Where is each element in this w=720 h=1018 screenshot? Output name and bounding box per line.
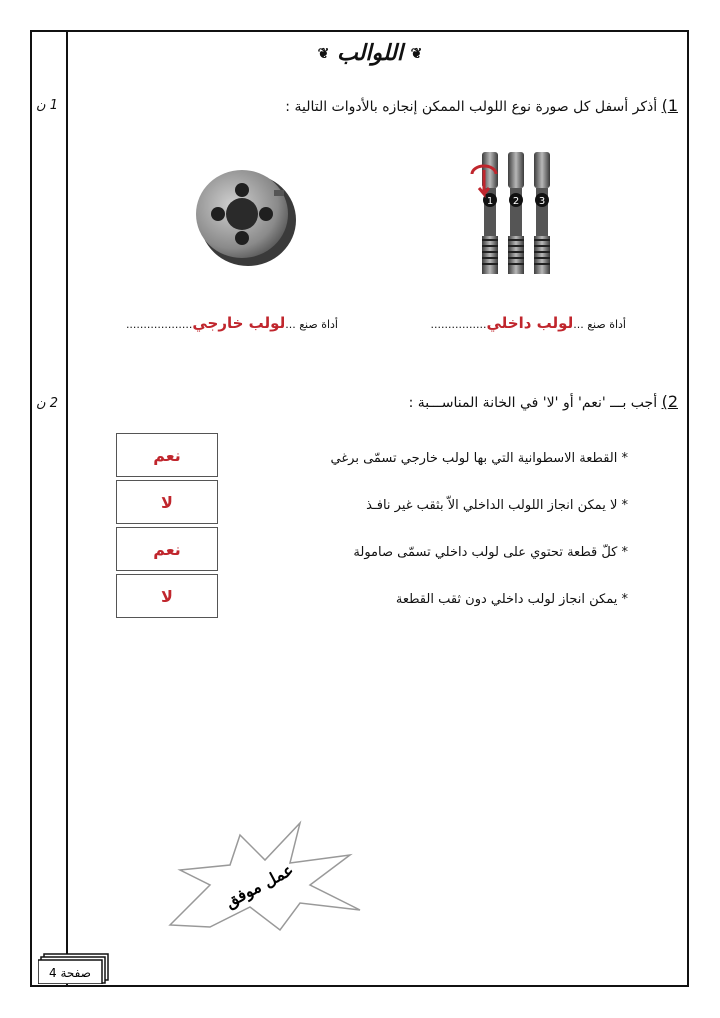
good-work-stamp — [150, 815, 370, 939]
q2-answer-box-1[interactable]: نعم — [116, 433, 218, 477]
caption-die-prefix: أداة صنع ... — [285, 318, 338, 331]
q2-text: أجب بـــ 'نعم' أو 'لا' في الخانة المناســـبة : — [408, 395, 658, 411]
q1-prompt — [285, 96, 678, 115]
q2-number: 2) — [661, 392, 678, 411]
page-label: صفحة 4 — [49, 966, 91, 980]
q1-text: أذكر أسفل كل صورة نوع اللولب الممكن إنجازه بالأدوات التالية : — [285, 99, 658, 115]
page-number-badge — [38, 952, 110, 988]
tap-3 — [534, 152, 550, 274]
page-title — [290, 40, 450, 66]
stamp-text: عمل موفق — [222, 859, 297, 912]
q2-answer-box-2[interactable]: لا — [116, 480, 218, 524]
title-text: اللوالب — [337, 40, 403, 66]
tap-set-image — [462, 148, 558, 282]
tap-number-3: 3 — [538, 196, 546, 207]
caption-tap-prefix: أداة صنع ... — [573, 318, 626, 331]
caption-die — [126, 314, 338, 332]
q1-mark: 1 ن — [36, 98, 58, 113]
tap-number-2: 2 — [512, 196, 520, 207]
q2-statement-3: * كلّ قطعة تحتوي على لولب داخلي تسمّى صامولة — [353, 545, 628, 560]
q2-mark: 2 ن — [36, 396, 58, 411]
q2-statement-1: * القطعة الاسطوانية التي بها لولب خارجي تسمّى برغي — [330, 451, 628, 466]
ornament-left-icon: ❦ — [317, 46, 330, 62]
caption-tap-answer: لولب داخلي — [486, 314, 574, 332]
threading-die-image — [192, 160, 298, 270]
margin-line — [66, 30, 68, 987]
q2-answer-box-3[interactable]: نعم — [116, 527, 218, 571]
caption-die-suffix: ................... — [125, 318, 193, 331]
q1-number: 1) — [661, 96, 678, 115]
caption-tap — [431, 314, 626, 332]
q2-prompt — [409, 392, 678, 411]
q2-statement-2: * لا يمكن انجاز اللولب الداخلي الاّ بثقب غير نافـذ — [366, 498, 628, 513]
caption-tap-suffix: ................ — [430, 318, 487, 331]
tap-2 — [508, 152, 524, 274]
tap-number-1: 1 — [486, 196, 494, 207]
q2-statement-4: * يمكن انجاز لولب داخلي دون ثقب القطعة — [395, 592, 628, 607]
caption-die-answer: لولب خارجي — [192, 314, 286, 332]
ornament-right-icon: ❦ — [410, 46, 423, 62]
q2-answer-box-4[interactable]: لا — [116, 574, 218, 618]
